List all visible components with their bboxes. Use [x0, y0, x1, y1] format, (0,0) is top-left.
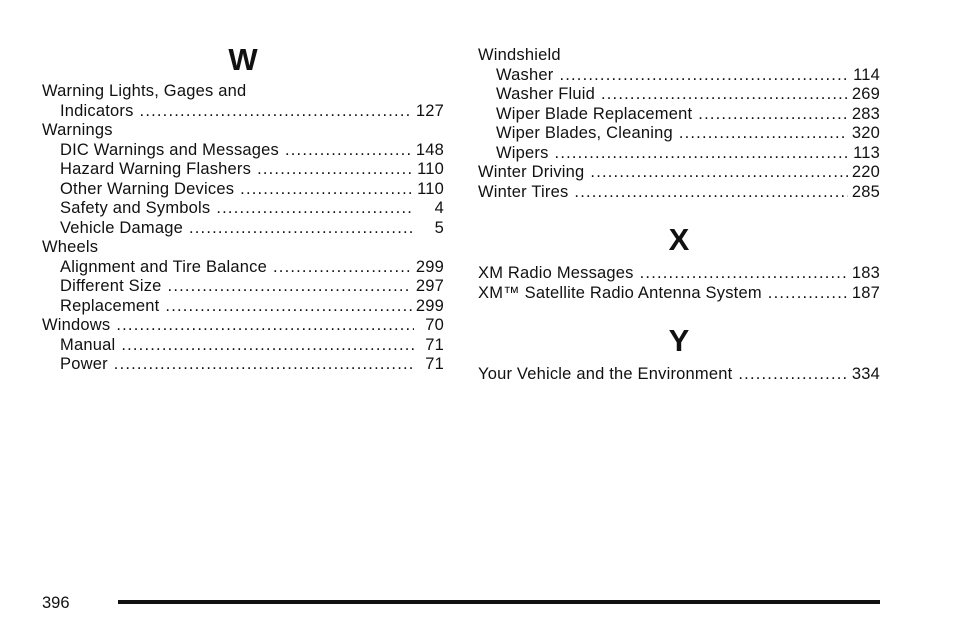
entry-page: 297: [415, 277, 444, 295]
dot-leader: [679, 124, 848, 144]
index-heading-wheels: Wheels: [42, 238, 99, 256]
entry-label: Winter Driving: [478, 163, 585, 181]
dot-leader: [240, 180, 413, 200]
dot-leader: [640, 264, 848, 284]
entry-page: 183: [851, 264, 880, 282]
dot-leader: [285, 141, 412, 161]
entry-page: 187: [851, 283, 880, 302]
index-entry-winter-driving: [478, 163, 880, 183]
entry-label: Other Warning Devices: [60, 179, 235, 198]
index-entry: [42, 355, 444, 375]
entry-page: 113: [853, 143, 880, 162]
entry-label: Your Vehicle and the Environment: [478, 365, 733, 383]
dot-leader: [590, 163, 847, 183]
entry-label: Wipers: [496, 143, 549, 162]
index-column-right: [478, 46, 880, 385]
index-entry: [42, 297, 444, 317]
index-entry: [42, 160, 444, 180]
entry-page: 148: [415, 140, 444, 159]
index-entry: [42, 277, 444, 297]
index-entry: [42, 199, 444, 219]
entry-label: Washer Fluid: [496, 85, 595, 103]
index-entry: [42, 141, 444, 161]
index-entry: [478, 365, 880, 385]
section-letter-w: W: [228, 42, 258, 77]
index-entry: [478, 66, 880, 86]
index-entry: [42, 258, 444, 278]
index-entry: [42, 180, 444, 200]
dot-leader: [555, 144, 850, 164]
entry-page: 70: [425, 316, 444, 334]
dot-leader: [574, 183, 847, 203]
dot-leader: [257, 160, 413, 180]
index-entry-windows: [42, 316, 444, 336]
dot-leader: [189, 219, 414, 239]
entry-label: XM™ Satellite Radio Antenna System: [478, 283, 762, 302]
entry-label: Manual: [60, 335, 116, 354]
dot-leader: [168, 277, 412, 297]
entry-page: 283: [851, 104, 880, 123]
index-entry-winter-tires: [478, 183, 880, 203]
entry-label: Indicators: [60, 101, 134, 120]
entry-page: 299: [415, 257, 444, 276]
entry-label: Wiper Blade Replacement: [496, 104, 693, 123]
entry-page: 114: [853, 65, 880, 84]
entry-label: Washer: [496, 65, 554, 84]
entry-page: 110: [417, 160, 444, 178]
entry-label: DIC Warnings and Messages: [60, 140, 279, 159]
entry-label: Power: [60, 355, 108, 373]
dot-leader: [216, 199, 414, 219]
entry-label: Vehicle Damage: [60, 218, 183, 237]
dot-leader: [273, 258, 412, 278]
dot-leader: [738, 365, 847, 385]
entry-page: 110: [417, 179, 444, 198]
entry-page: 4: [434, 199, 444, 217]
index-entry: [478, 144, 880, 164]
entry-page: 334: [851, 365, 880, 383]
page-number: 396: [42, 594, 70, 612]
entry-page: 299: [415, 296, 444, 315]
index-entry: [478, 124, 880, 144]
index-heading-warnings: Warnings: [42, 121, 113, 139]
entry-page: 5: [434, 218, 444, 237]
index-entry: [42, 219, 444, 239]
entry-label: XM Radio Messages: [478, 264, 634, 282]
index-entry: [478, 284, 880, 304]
index-entry: [478, 85, 880, 105]
entry-label: Replacement: [60, 296, 160, 315]
section-letter-x: X: [668, 222, 690, 257]
entry-page: 127: [415, 101, 444, 120]
entry-label: Safety and Symbols: [60, 199, 211, 217]
index-entry-indicators: [42, 102, 444, 122]
dot-leader: [559, 66, 849, 86]
entry-label: Winter Tires: [478, 182, 569, 201]
entry-page: 269: [851, 85, 880, 103]
dot-leader: [114, 355, 414, 375]
entry-label: Alignment and Tire Balance: [60, 257, 267, 276]
dot-leader: [140, 102, 412, 122]
index-heading-warning-lights: Warning Lights, Gages and: [42, 82, 247, 100]
entry-page: 285: [851, 182, 880, 201]
dot-leader: [116, 316, 414, 336]
entry-page: 71: [425, 335, 444, 354]
entry-label: Hazard Warning Flashers: [60, 160, 252, 178]
dot-leader: [601, 85, 848, 105]
index-entry: [478, 264, 880, 284]
index-entry: [478, 105, 880, 125]
dot-leader: [165, 297, 411, 317]
dot-leader: [768, 284, 848, 304]
index-entry: [42, 336, 444, 356]
entry-page: 320: [851, 124, 880, 142]
entry-page: 220: [851, 163, 880, 181]
index-heading-windshield: Windshield: [478, 46, 561, 64]
dot-leader: [121, 336, 414, 356]
entry-label: Wiper Blades, Cleaning: [496, 124, 673, 142]
index-column-left: [42, 38, 444, 375]
entry-label: Windows: [42, 316, 111, 334]
dot-leader: [698, 105, 848, 125]
section-letter-y: Y: [668, 323, 690, 358]
footer-rule: [118, 600, 880, 604]
entry-page: 71: [425, 355, 444, 373]
entry-label: Different Size: [60, 277, 162, 295]
